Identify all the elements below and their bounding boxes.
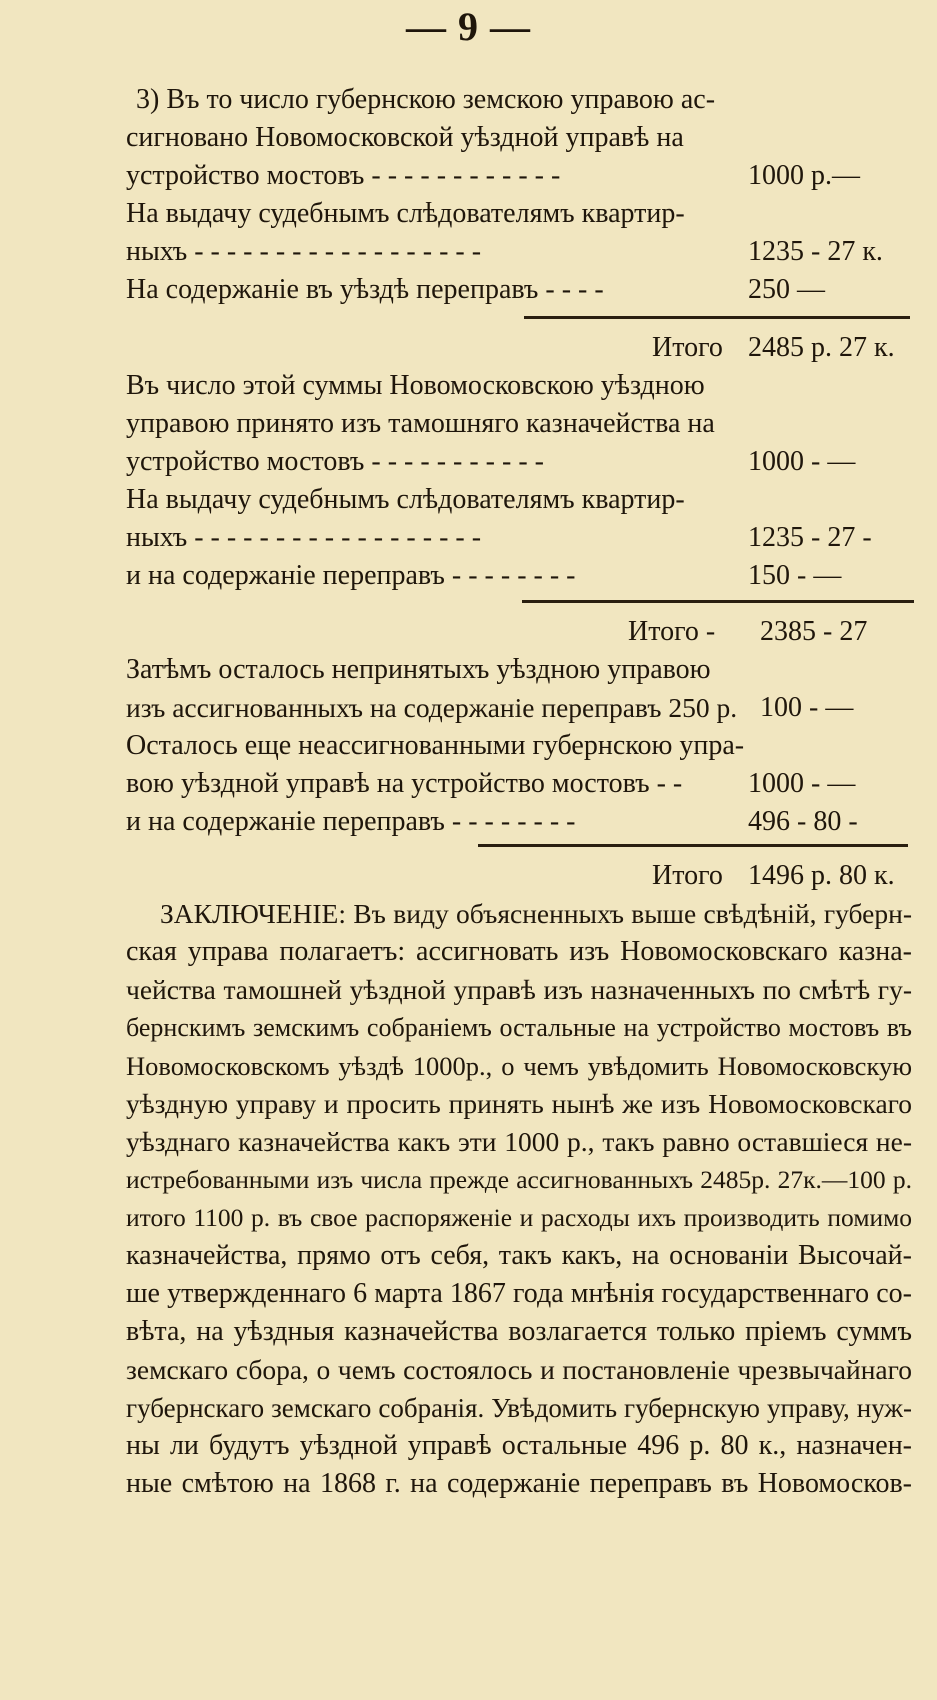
s1-text-1: 3) Въ то число губернскою земскою управою ас- <box>136 84 716 115</box>
s1-item-2-amount: 1235 - 27 к. <box>748 236 883 267</box>
s2-item-3 <box>0 556 937 596</box>
s3-total-rule <box>478 844 908 847</box>
s2-item-1-text: устройство мостовъ - - - - - - - - - - - <box>126 446 544 477</box>
s1-text-4: На выдачу судебнымъ слѣдователямъ квартир- <box>126 198 685 229</box>
conclusion-line-15 <box>0 1426 937 1466</box>
conclusion-text: казначейства, прямо отъ себя, такъ какъ, на основаніи Высочай- <box>126 1240 912 1271</box>
s2-line-1 <box>0 366 937 406</box>
s2-item-2-text: ныхъ - - - - - - - - - - - - - - - - - - <box>126 522 482 553</box>
conclusion-text: бернскимъ земскимъ собраніемъ остальные на устройство мостовъ въ <box>126 1013 912 1042</box>
conclusion-text: ше утвержденнаго 6 марта 1867 года мнѣнія государственнаго со- <box>126 1278 912 1309</box>
s1-total-label: Итого <box>652 332 723 363</box>
conclusion-text: Новомосковскомъ уѣздѣ 1000р., о чемъ увѣдомить Новомосковскую <box>126 1051 912 1081</box>
page-number: — 9 — <box>406 4 531 49</box>
conclusion-line-3 <box>0 970 937 1010</box>
s2-text-2: управою принято изъ тамошняго казначейства на <box>126 408 715 439</box>
conclusion-text: ны ли будутъ уѣздной управѣ остальные 496 р. 80 к., назначен- <box>126 1430 912 1461</box>
s1-total-amount: 2485 р. 27 к. <box>748 332 895 363</box>
s2-text-4: На выдачу судебнымъ слѣдователямъ квартир- <box>126 484 685 515</box>
s3-item-2 <box>0 764 937 804</box>
s1-item-1-amount: 1000 р.— <box>748 160 860 191</box>
s2-total-label: Итого - <box>628 616 716 647</box>
conclusion-text: вѣта, на уѣздныя казначейства возлагается только пріемъ суммъ <box>126 1316 912 1347</box>
conclusion-line-11 <box>0 1274 937 1314</box>
s1-item-3-text: На содержаніе въ уѣздѣ переправъ - - - - <box>126 274 604 305</box>
s3-item-2-text: вою уѣздной управѣ на устройство мостовъ - - <box>126 768 683 799</box>
s1-total-rule <box>524 316 910 319</box>
conclusion-text: губернскаго земскаго собранія. Увѣдомить губернскую управу, нуж- <box>126 1393 912 1423</box>
s2-total-rule <box>522 600 914 603</box>
s1-item-1-text: устройство мостовъ - - - - - - - - - - - - <box>126 160 561 191</box>
s1-item-2 <box>0 232 937 272</box>
s3-line-1 <box>0 650 937 690</box>
s2-total <box>0 612 937 652</box>
conclusion-line-14 <box>0 1388 937 1428</box>
s3-total-label: Итого <box>652 860 723 891</box>
s1-item-3 <box>0 270 937 310</box>
conclusion-line-10 <box>0 1236 937 1276</box>
s1-item-3-amount: 250 — <box>748 274 825 305</box>
conclusion-line-5 <box>0 1046 937 1086</box>
conclusion-text: уѣздную управу и просить принять нынѣ же изъ Новомосковскаго <box>126 1088 912 1119</box>
conclusion-text: чейства тамошней уѣздной управѣ изъ назначенныхъ по смѣтѣ гу- <box>126 974 912 1005</box>
s1-text-2: сигновано Новомосковской уѣздной управѣ на <box>126 122 684 153</box>
s3-line-3 <box>0 726 937 766</box>
s3-item-1-text: изъ ассигнованныхъ на содержаніе переправъ 250 р. <box>126 692 738 723</box>
s1-line-4 <box>0 194 937 234</box>
s2-item-2-amount: 1235 - 27 - <box>748 522 872 553</box>
s2-line-2 <box>0 404 937 444</box>
s3-text-3: Осталось еще неассигнованными губернскою упра- <box>126 730 745 761</box>
conclusion-text: итого 1100 р. въ свое распоряженіе и расходы ихъ производить помимо <box>126 1203 912 1232</box>
s2-line-4 <box>0 480 937 520</box>
conclusion-line-6 <box>0 1084 937 1124</box>
s2-item-1 <box>0 442 937 482</box>
conclusion-line-2 <box>0 932 937 972</box>
conclusion-line-16 <box>0 1464 937 1504</box>
conclusion-line-9 <box>0 1198 937 1238</box>
conclusion-line-4 <box>0 1008 937 1048</box>
s3-item-3 <box>0 802 937 842</box>
s1-line-1 <box>0 80 937 120</box>
conclusion-text: ская управа полагаетъ: ассигновать изъ Новомосковскаго казна- <box>126 936 912 967</box>
s3-item-3-text: и на содержаніе переправъ - - - - - - - - <box>126 806 576 837</box>
conclusion-text: земскаго сбора, о чемъ состоялось и постановленіе чрезвычайнаго <box>126 1354 912 1385</box>
s1-total <box>0 328 937 368</box>
s3-item-3-amount: 496 - 80 - <box>748 806 858 837</box>
s1-line-2 <box>0 118 937 158</box>
conclusion-line-8 <box>0 1160 937 1200</box>
conclusion-line-12 <box>0 1312 937 1352</box>
s3-item-2-amount: 1000 - — <box>748 768 856 799</box>
s1-item-1 <box>0 156 937 196</box>
conclusion-text: истребованными изъ числа прежде ассигнованныхъ 2485р. 27к.—100 р. <box>126 1165 912 1194</box>
conclusion-line-1 <box>0 894 937 934</box>
s2-total-amount: 2385 - 27 <box>760 616 868 647</box>
conclusion-text: ЗАКЛЮЧЕНІЕ: Въ виду объясненныхъ выше свѣдѣній, губерн- <box>160 898 912 929</box>
s1-item-2-text: ныхъ - - - - - - - - - - - - - - - - - - <box>126 236 482 267</box>
s2-item-2 <box>0 518 937 558</box>
s3-total-amount: 1496 р. 80 к. <box>748 860 895 891</box>
s3-item-1 <box>0 688 937 728</box>
s2-item-3-text: и на содержаніе переправъ - - - - - - - - <box>126 560 576 591</box>
s3-total <box>0 856 937 896</box>
s2-text-1: Въ число этой суммы Новомосковскою уѣздною <box>126 370 705 401</box>
s2-item-1-amount: 1000 - — <box>748 446 856 477</box>
s2-item-3-amount: 150 - — <box>748 560 842 591</box>
s3-item-1-amount: 100 - — <box>760 692 854 723</box>
conclusion-text: ные смѣтою на 1868 г. на содержаніе переправъ въ Новомосков- <box>126 1468 912 1499</box>
conclusion-line-7 <box>0 1122 937 1162</box>
conclusion-line-13 <box>0 1350 937 1390</box>
conclusion-text: уѣзднаго казначейства какъ эти 1000 р., такъ равно оставшіеся не- <box>126 1126 912 1157</box>
s3-text-1: Затѣмъ осталось непринятыхъ уѣздною управою <box>126 654 711 685</box>
